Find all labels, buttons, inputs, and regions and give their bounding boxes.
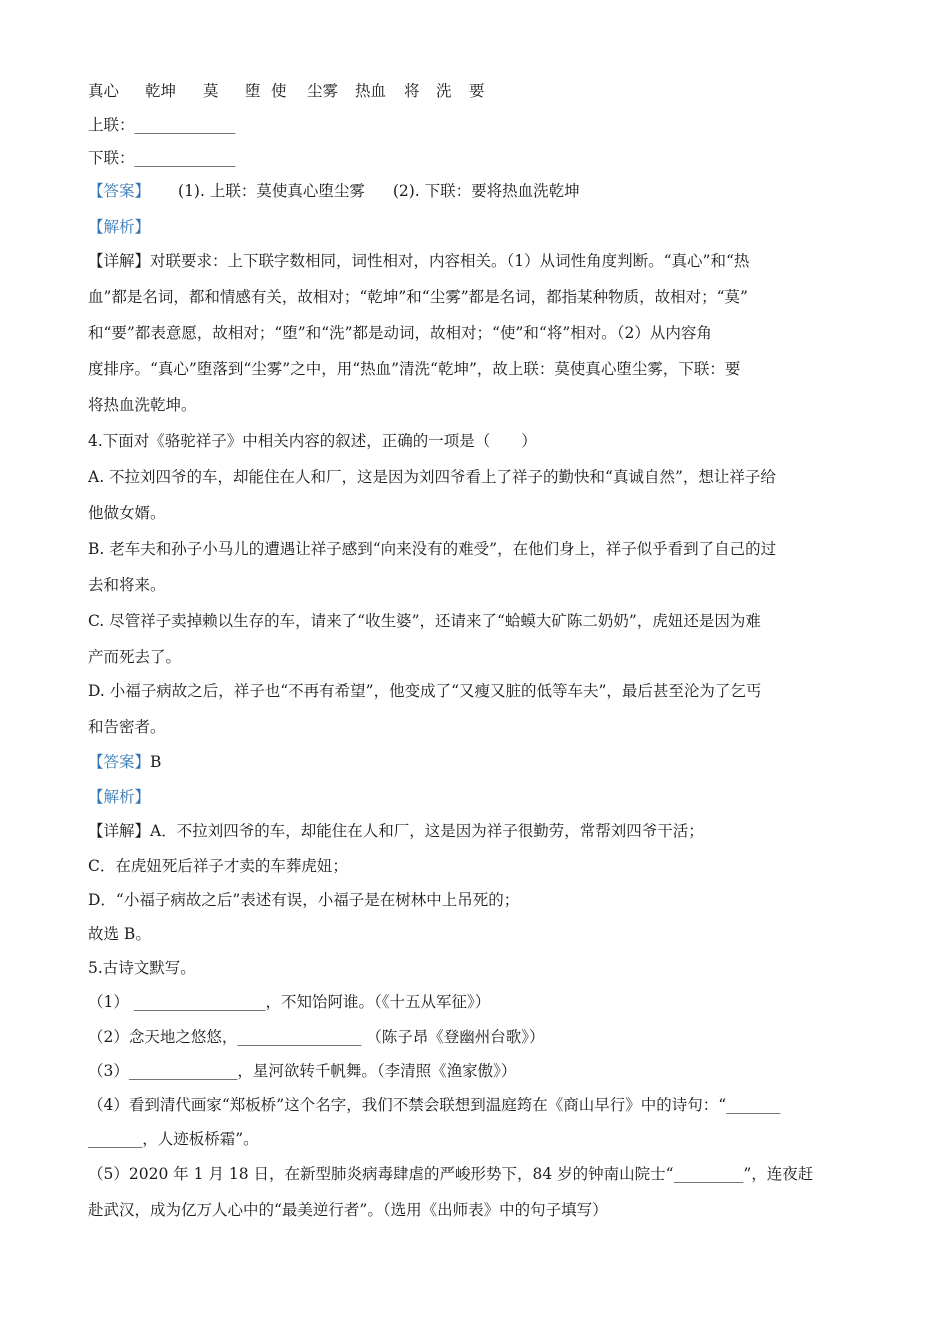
option-d: D. 小福子病故之后，祥子也“不再有希望”，他变成了“又瘦又脏的低等车夫”，最后甚至沦为了乞丐 [88,682,762,700]
answer-value: B [150,753,162,771]
answer-tag: 【答案】 [88,753,151,771]
word-list [88,80,868,102]
answer-part-1: (1). 上联：莫使真心堕尘雾 [178,182,365,200]
poem-item-1: （1） _________________，不知饴阿谁。（《十五从军征》） [88,993,491,1011]
detail-line: C．在虎妞死后祥子才卖的车葬虎妞； [88,857,348,875]
word: 尘雾 [307,82,339,100]
question-5-stem: 5.古诗文默写。 [88,959,196,977]
analysis-tag: 【解析】 [88,218,151,236]
detail-line: 【详解】对联要求：上下联字数相同，词性相对，内容相关。（1）从词性角度判断。“真心”和“热 [88,252,750,270]
answer-row [88,180,868,202]
option-b-cont: 去和将来。 [88,576,166,594]
word: 将 [404,82,420,100]
detail-line: D．“小福子病故之后”表述有误，小福子是在树林中上吊死的； [88,891,520,909]
answer-row [88,751,868,773]
option-c-cont: 产而死去了。 [88,648,182,666]
poem-item-5-cont: 赴武汉，成为亿万人心中的“最美逆行者”。（选用《出师表》中的句子填写） [88,1201,608,1219]
word: 要 [469,82,485,100]
answer-part-2: (2). 下联：要将热血洗乾坤 [392,182,580,200]
poem-item-4: （4）看到清代画家“郑板桥”这个名字，我们不禁会联想到温庭筠在《商山早行》中的诗句：“_______ [88,1096,781,1114]
detail-line: 将热血洗乾坤。 [88,396,197,414]
lower-couplet-blank: 下联：_____________ [88,149,236,167]
word: 洗 [436,82,452,100]
detail-line: 度排序。“真心”堕落到“尘雾”之中，用“热血”清洗“乾坤”，故上联：莫使真心堕尘雾，下联：要 [88,360,741,378]
upper-couplet-blank: 上联：_____________ [88,116,236,134]
word: 莫 [203,82,219,100]
analysis-tag: 【解析】 [88,788,151,806]
poem-item-3: （3）______________，星河欲转千帆舞。（李清照《渔家傲》） [88,1062,517,1080]
detail-line: 【详解】A．不拉刘四爷的车，却能住在人和厂，这是因为祥子很勤劳，常帮刘四爷干活； [88,822,704,840]
word: 使 [271,82,287,100]
word: 堕 [245,82,261,100]
option-c: C. 尽管祥子卖掉赖以生存的车，请来了“收生婆”，还请来了“蛤蟆大矿陈二奶奶”，虎妞还是因为难 [88,612,761,630]
poem-item-2: （2）念天地之悠悠，________________ （陈子昂《登幽州台歌》） [88,1028,545,1046]
word: 乾坤 [145,82,177,100]
poem-item-5: （5）2020 年 1 月 18 日，在新型肺炎病毒肆虐的严峻形势下，84 岁的钟南山院士“_________”，连夜赶 [88,1165,814,1183]
detail-line: 故选 B。 [88,925,151,943]
word: 真心 [88,82,120,100]
option-d-cont: 和告密者。 [88,718,166,736]
poem-item-4-cont: _______，人迹板桥霜”。 [88,1130,259,1148]
question-4-stem: 4.下面对《骆驼祥子》中相关内容的叙述，正确的一项是（ ） [88,432,537,450]
answer-tag: 【答案】 [88,182,151,200]
option-a: A. 不拉刘四爷的车，却能住在人和厂，这是因为刘四爷看上了祥子的勤快和“真诚自然”，想让祥子给 [88,468,776,486]
detail-line: 血”都是名词，都和情感有关，故相对；“乾坤”和“尘雾”都是名词，都指某种物质，故相对；“莫” [88,288,748,306]
word: 热血 [355,82,387,100]
option-a-cont: 他做女婿。 [88,504,166,522]
option-b: B. 老车夫和孙子小马儿的遭遇让祥子感到“向来没有的难受”，在他们身上，祥子似乎看到了自己的过 [88,540,777,558]
detail-line: 和“要”都表意愿，故相对；“堕”和“洗”都是动词，故相对；“使”和“将”相对。（2）从内容角 [88,324,712,342]
